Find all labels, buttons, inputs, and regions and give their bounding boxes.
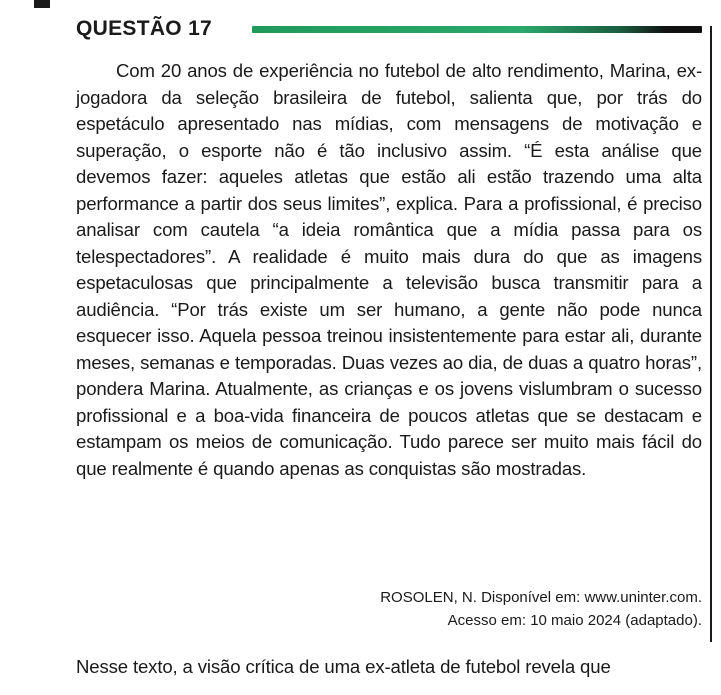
source-citation-line-2: Acesso em: 10 maio 2024 (adaptado).: [447, 612, 702, 629]
question-title: QUESTÃO 17: [76, 17, 213, 40]
question-header: [76, 14, 716, 46]
source-citation: [202, 586, 702, 632]
passage-text: Com 20 anos de experiência no futebol de alto rendimento, Marina, ex-jogadora da seleção brasileira de futebol, salienta que, por trás do espetáculo apresentado nas mídias, com mensagens de motivação e superação, o esporte não é tão inclusivo assim. “É esta análise que devemos fazer: aqueles atletas que estão ali estão trazendo uma alta performance a partir dos seus limites”, explica. Para a profissional, é preciso analisar com cautela “a ideia romântica que a mídia passa para os telespectadores”. A realidade é muito mais dura do que as imagens espetaculosas que principalmente a televisão busca transmitir para a audiência. “Por trás existe um ser humano, a gente não pode nunca esquecer isso. Aquela pessoa treinou insistentemente para estar ali, durante meses, semanas e temporadas. Duas vezes ao dia, de duas a quatro horas”, pondera Marina. Atualmente, as crianças e os jovens vislumbram o sucesso profissional e a boa-vida financeira de poucos atletas que se destacam e estampam os meios de comunicação. Tudo parece ser muito mais fácil do que realmente é quando apenas as conquistas são mostradas.: [76, 60, 702, 479]
corner-mark: [34, 0, 50, 8]
question-prompt: Nesse texto, a visão crítica de uma ex-atleta de futebol revela que: [76, 656, 611, 677]
header-divider-bar: [252, 26, 702, 33]
right-border-rule: [710, 26, 712, 642]
source-citation-line-1: ROSOLEN, N. Disponível em: www.uninter.com.: [380, 589, 702, 606]
